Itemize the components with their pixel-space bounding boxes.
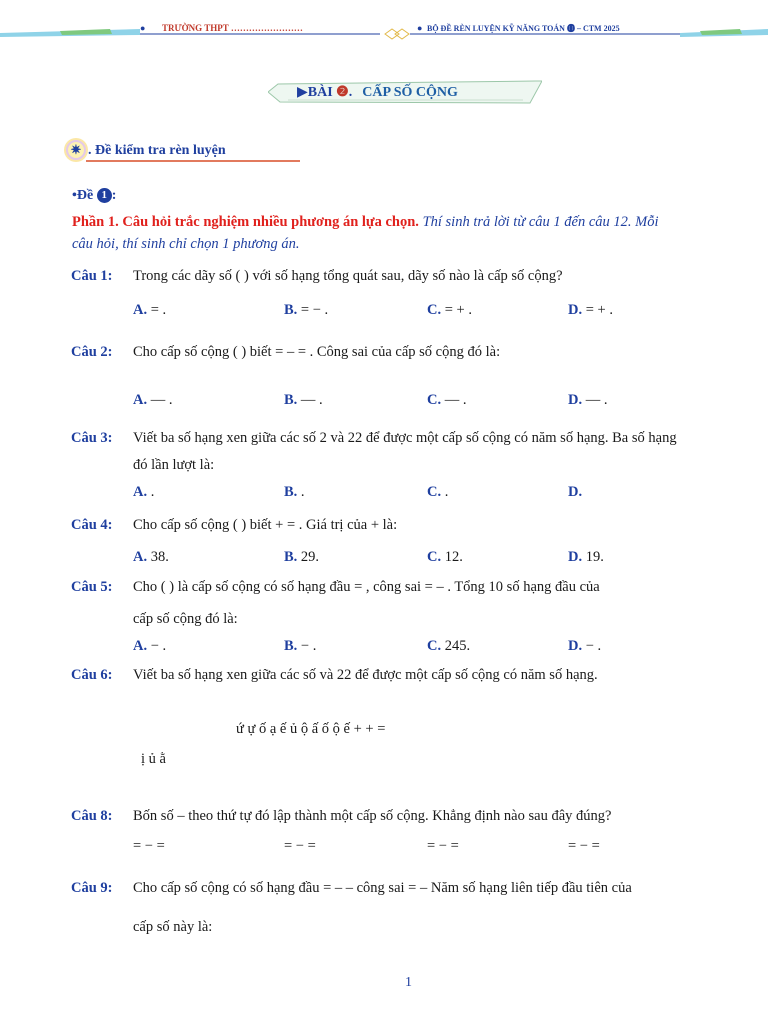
option-c bbox=[427, 549, 463, 566]
option-value: 19. bbox=[582, 549, 604, 565]
option-value: 29. bbox=[297, 549, 320, 565]
option-value: = − = bbox=[427, 838, 459, 854]
part-title: Phần 1. Câu hỏi trắc nghiệm nhiều phương án lựa chọn. bbox=[72, 214, 419, 230]
option-value: = − . bbox=[297, 302, 329, 318]
star-icon: ✷ bbox=[66, 140, 86, 160]
exam-suffix: : bbox=[111, 188, 117, 203]
header-school: TRƯỜNG THPT …………………… bbox=[162, 23, 303, 33]
question-label: Câu 6: bbox=[71, 667, 113, 683]
question-text: Cho cấp số cộng ( ) biết = – = . Công sai của cấp số cộng đó là: bbox=[133, 344, 501, 360]
option-c bbox=[427, 302, 472, 319]
option-d bbox=[568, 484, 582, 501]
option-key: D. bbox=[568, 549, 583, 565]
option-value: = − = bbox=[284, 838, 316, 854]
question-label: Câu 1: bbox=[71, 268, 113, 284]
option-key: A. bbox=[133, 549, 148, 565]
option-key: B. bbox=[284, 484, 298, 500]
header-book-title: BỘ ĐỀ RÈN LUYỆN KỸ NĂNG TOÁN ⓫ – CTM 2025 bbox=[427, 24, 620, 33]
option-key: C. bbox=[427, 484, 442, 500]
option-a bbox=[133, 392, 172, 409]
option-value: 38. bbox=[147, 549, 169, 565]
option-c bbox=[427, 392, 466, 409]
lesson-name: CẤP SỐ CỘNG bbox=[362, 85, 458, 100]
option-c bbox=[427, 484, 448, 501]
option-key: D. bbox=[568, 302, 583, 318]
question-label: Câu 9: bbox=[71, 880, 113, 896]
question-label: Câu 2: bbox=[71, 344, 113, 360]
option-key: C. bbox=[427, 549, 442, 565]
option-value: 245. bbox=[441, 638, 471, 654]
option-key: D. bbox=[568, 484, 583, 500]
question-text: Cho cấp số cộng ( ) biết + = . Giá trị của + là: bbox=[133, 517, 398, 533]
option-a bbox=[133, 838, 165, 855]
fragment-line-1: ứ ự ố ạ ế ủ ộ ấ ố ộ ế + + = bbox=[236, 721, 386, 737]
option-d bbox=[568, 549, 604, 566]
lesson-prefix: ▶BÀI bbox=[297, 85, 337, 100]
option-value: — . bbox=[441, 392, 467, 408]
option-value: = + . bbox=[441, 302, 472, 318]
option-value: — . bbox=[297, 392, 323, 408]
question-label: Câu 5: bbox=[71, 579, 113, 595]
option-a bbox=[133, 484, 154, 501]
option-d bbox=[568, 302, 613, 319]
part-instruction-1: Thí sinh trả lời từ câu 1 đến câu 12. Mỗi bbox=[418, 214, 659, 230]
option-value: — . bbox=[582, 392, 608, 408]
option-key: D. bbox=[568, 638, 583, 654]
question-label: Câu 4: bbox=[71, 517, 113, 533]
option-c bbox=[427, 838, 459, 855]
option-b bbox=[284, 838, 316, 855]
option-value: − . bbox=[147, 638, 167, 654]
option-value: − . bbox=[582, 638, 602, 654]
question-text: Cho ( ) là cấp số cộng có số hạng đầu = , công sai = – . Tổng 10 số hạng đầu của bbox=[133, 579, 600, 595]
option-d bbox=[568, 392, 607, 409]
option-value: . bbox=[147, 484, 155, 500]
option-key: B. bbox=[284, 638, 298, 654]
question-text-cont: cấp số cộng đó là: bbox=[133, 611, 238, 627]
option-d bbox=[568, 838, 600, 855]
option-key: C. bbox=[427, 302, 442, 318]
question-text: Cho cấp số cộng có số hạng đầu = – – công sai = – Năm số hạng liên tiếp đầu tiên của bbox=[133, 880, 632, 896]
option-key: B. bbox=[284, 549, 298, 565]
lesson-title bbox=[297, 84, 458, 101]
header-bullet-right: ● bbox=[417, 23, 423, 33]
option-b bbox=[284, 484, 305, 501]
question-text: Viết ba số hạng xen giữa các số và 22 để được một cấp số cộng có năm số hạng. bbox=[133, 667, 598, 683]
part-heading bbox=[72, 214, 659, 231]
option-b bbox=[284, 549, 319, 566]
option-value: = − = bbox=[568, 838, 600, 854]
section-underline bbox=[86, 160, 300, 162]
option-value: . bbox=[297, 484, 305, 500]
question-label: Câu 3: bbox=[71, 430, 113, 446]
option-key: D. bbox=[568, 392, 583, 408]
header-bullet-left: ● bbox=[140, 23, 146, 33]
option-value: 12. bbox=[441, 549, 463, 565]
option-value: = + . bbox=[582, 302, 613, 318]
option-b bbox=[284, 302, 328, 319]
option-d bbox=[568, 638, 601, 655]
option-value: — . bbox=[147, 392, 173, 408]
section-heading: . Đề kiểm tra rèn luyện bbox=[88, 143, 226, 158]
option-value: . bbox=[441, 484, 449, 500]
option-value: = . bbox=[147, 302, 167, 318]
option-key: C. bbox=[427, 392, 442, 408]
option-value: = − = bbox=[133, 838, 165, 854]
question-text: Viết ba số hạng xen giữa các số 2 và 22 để được một cấp số cộng có năm số hạng. Ba số hạng bbox=[133, 430, 677, 446]
exam-label bbox=[72, 188, 116, 204]
lesson-dot: . bbox=[348, 85, 353, 100]
question-text: Trong các dãy số ( ) với số hạng tổng quát sau, dãy số nào là cấp số cộng? bbox=[133, 268, 563, 284]
question-text: Bốn số – theo thứ tự đó lập thành một cấp số cộng. Khẳng định nào sau đây đúng? bbox=[133, 808, 612, 824]
question-text-cont: đó lần lượt là: bbox=[133, 457, 215, 473]
question-text-cont: cấp số này là: bbox=[133, 919, 213, 935]
page-number: 1 bbox=[405, 975, 412, 990]
option-a bbox=[133, 638, 166, 655]
exam-number: 1 bbox=[97, 188, 112, 203]
option-key: A. bbox=[133, 484, 148, 500]
option-key: A. bbox=[133, 392, 148, 408]
option-b bbox=[284, 638, 316, 655]
option-key: A. bbox=[133, 302, 148, 318]
option-a bbox=[133, 549, 169, 566]
lesson-number: ❷ bbox=[336, 85, 349, 100]
option-key: C. bbox=[427, 638, 442, 654]
header-decoration bbox=[0, 25, 768, 41]
option-key: A. bbox=[133, 638, 148, 654]
question-label: Câu 8: bbox=[71, 808, 113, 824]
option-b bbox=[284, 392, 323, 409]
option-key: B. bbox=[284, 302, 298, 318]
fragment-line-2: ị ủ ằ bbox=[141, 751, 166, 767]
part-instruction-2: câu hỏi, thí sinh chỉ chọn 1 phương án. bbox=[72, 236, 300, 252]
option-a bbox=[133, 302, 166, 319]
option-value: − . bbox=[297, 638, 317, 654]
option-c bbox=[427, 638, 470, 655]
option-key: B. bbox=[284, 392, 298, 408]
exam-prefix: •Đề bbox=[72, 188, 97, 203]
